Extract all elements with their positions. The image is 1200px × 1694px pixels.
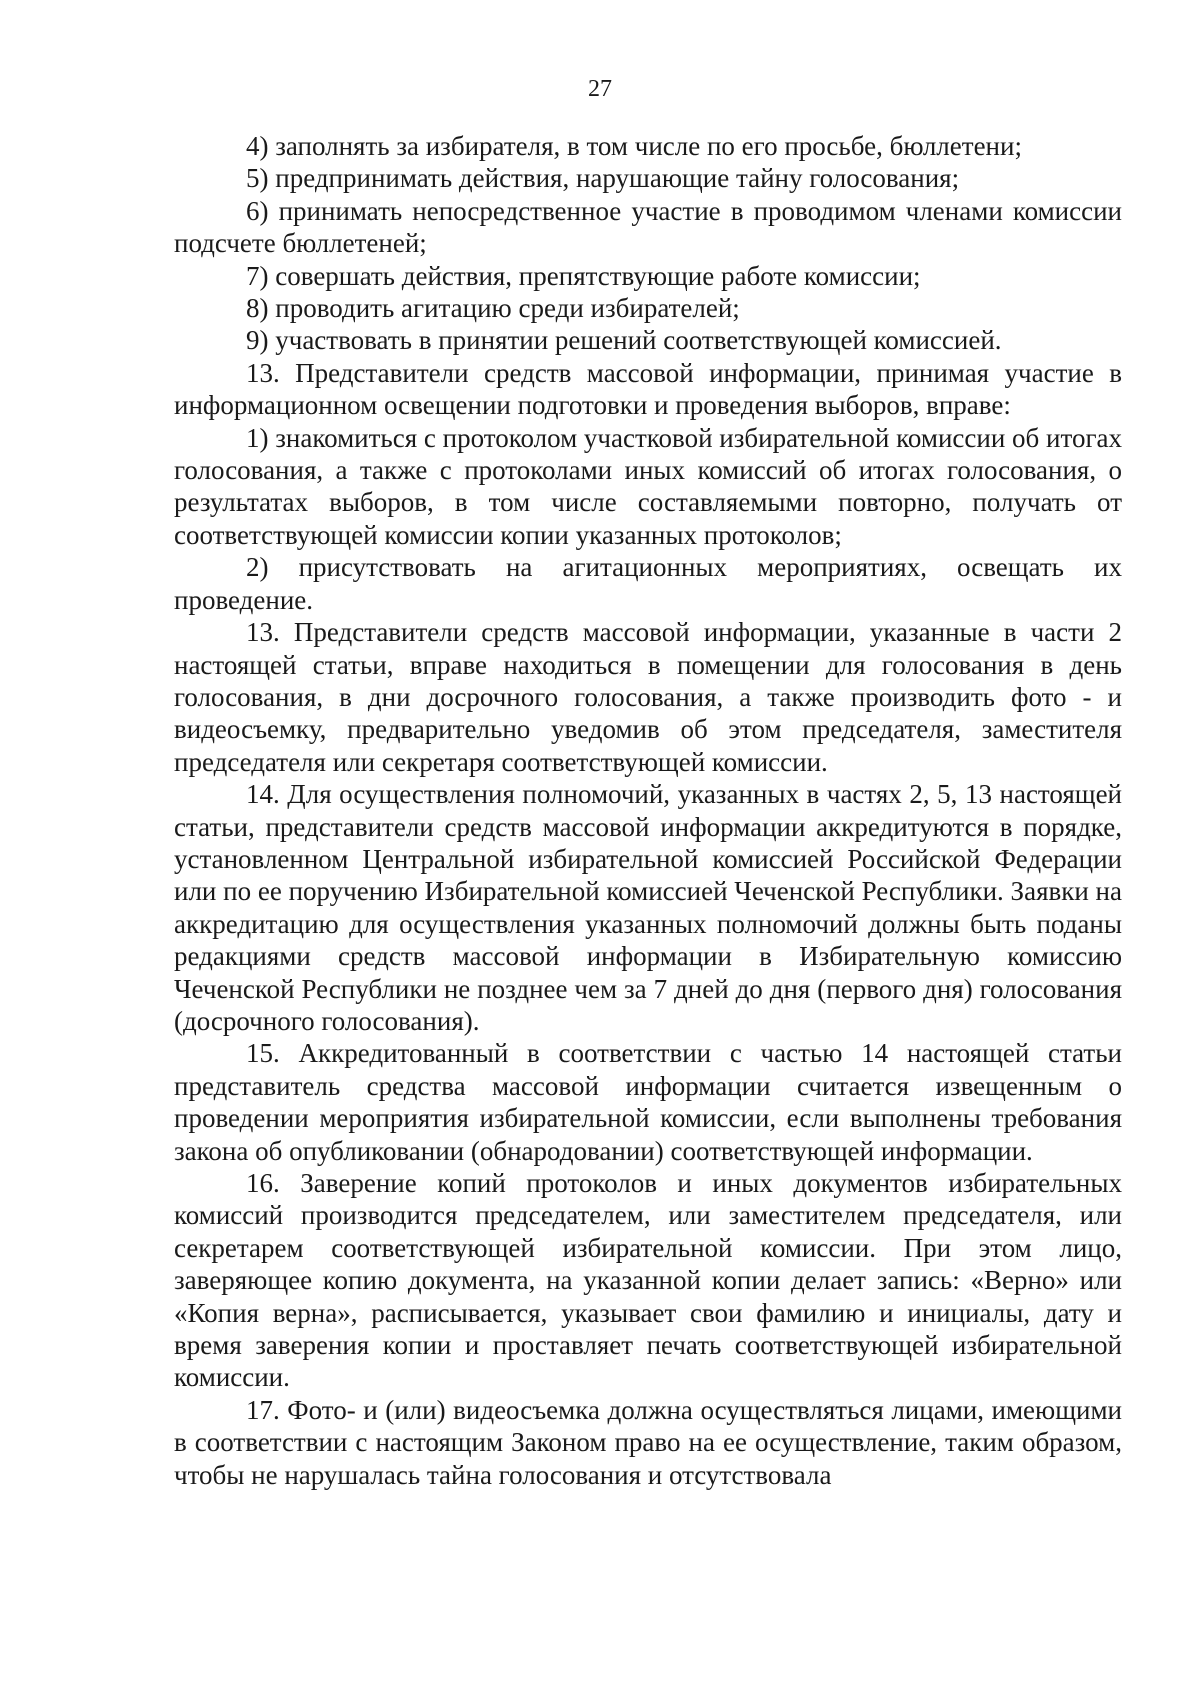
paragraph-item-9: 9) участвовать в принятии решений соответствующей комиссией. <box>246 325 1002 356</box>
paragraph-part-17: 17. Фото- и (или) видеосъемка должна осуществляться лицами, имеющими в соответствии с настоящим Законом право на ее осуществление, таким образом, чтобы не нарушалась тайна голосования и отсутствовала <box>174 1394 1122 1490</box>
document-body <box>174 130 1122 1491</box>
paragraph-part-15: 15. Аккредитованный в соответствии с частью 14 настоящей статьи представитель средства массовой информации считается извещенным о проведении мероприятия избирательной комиссии, если выполнены требования закона об опубликовании (обнародовании) соответствующей информации. <box>174 1038 1122 1166</box>
paragraph-item-2: 2) присутствовать на агитационных мероприятиях, освещать их проведение. <box>174 552 1122 615</box>
paragraph-item-8: 8) проводить агитацию среди избирателей; <box>246 293 740 324</box>
paragraph-part-16: 16. Заверение копий протоколов и иных документов избирательных комиссий производится председателем, или заместителем председателя, или секретарем соответствующей избирательной комиссии. При этом лицо, заверяющее копию документа, на указанной копии делает запись: «Верно» или «Копия верна», расписывается, указывает свои фамилию и инициалы, дату и время заверения копии и проставляет печать соответствующей избирательной комиссии. <box>174 1168 1122 1393</box>
paragraph-item-1: 1) знакомиться с протоколом участковой избирательной комиссии об итогах голосования, а также с протоколами иных комиссий об итогах голосования, о результатах выборов, в том числе составляемыми повторно, получать от соответствующей комиссии копии указанных протоколов; <box>174 422 1122 550</box>
paragraph-part-14: 14. Для осуществления полномочий, указанных в частях 2, 5, 13 настоящей статьи, представители средств массовой информации аккредитуются в порядке, установленном Центральной избирательной комиссией Российской Федерации или по ее поручению Избирательной комиссией Чеченской Республики. Заявки на аккредитацию для осуществления указанных полномочий должны быть поданы редакциями средств массовой информации в Избирательную комиссию Чеченской Республики не позднее чем за 7 дней до дня (первого дня) голосования (досрочного голосования). <box>174 779 1122 1036</box>
paragraph-item-4: 4) заполнять за избирателя, в том числе по его просьбе, бюллетени; <box>246 131 1022 161</box>
paragraph-item-5: 5) предпринимать действия, нарушающие тайну голосования; <box>246 163 960 194</box>
paragraph-part-13-rights: 13. Представители средств массовой информации, принимая участие в информационном освещении подготовки и проведения выборов, вправе: <box>174 357 1122 421</box>
paragraph-item-7: 7) совершать действия, препятствующие работе комиссии; <box>246 260 921 291</box>
paragraph-part-13-premises: 13. Представители средств массовой информации, указанные в части 2 настоящей статьи, вправе находиться в помещении для голосования в день голосования, в дни досрочного голосования, а также производить фото - и видеосъемку, предварительно уведомив об этом председателя, заместителя председателя или секретаря соответствующей комиссии. <box>174 617 1122 777</box>
page-number: 27 <box>588 76 612 102</box>
paragraph-item-6: 6) принимать непосредственное участие в проводимом членами комиссии подсчете бюллетеней; <box>174 195 1122 259</box>
